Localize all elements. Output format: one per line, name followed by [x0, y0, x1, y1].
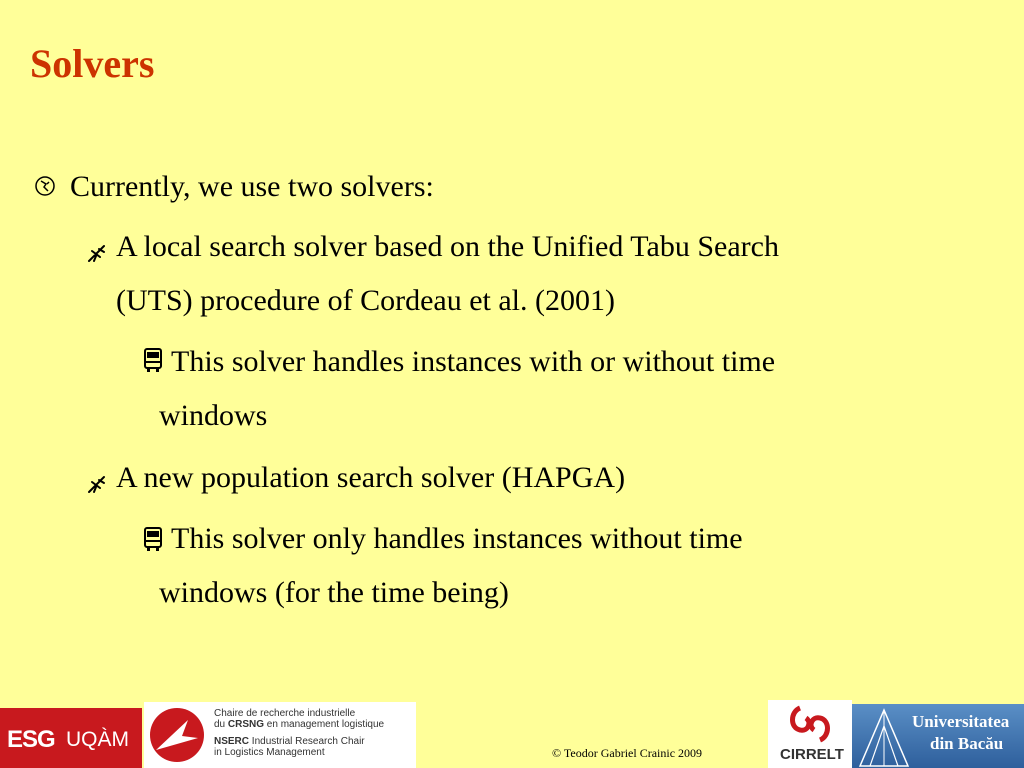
cirrelt-label: CIRRELT [780, 746, 844, 763]
slide-title: Solvers [30, 41, 155, 86]
uqam-logo-text: UQÀM [66, 728, 129, 751]
chair-line-2 [214, 719, 384, 730]
chair-line-3-suffix: Industrial Research Chair [249, 736, 365, 747]
chair-line-4: in Logistics Management [214, 747, 325, 758]
compass-icon [34, 175, 56, 197]
university-building-icon [856, 706, 912, 768]
cirrelt-emblem-icon [786, 704, 834, 744]
chair-line-3-bold: NSERC [214, 736, 250, 747]
chair-text-en [214, 736, 365, 758]
bullet-text-1: Currently, we use two solvers: [70, 170, 434, 203]
bullet-text-3b: windows [159, 399, 268, 432]
universitatea-bacau-logo [852, 704, 1024, 768]
airplane-icon [86, 474, 108, 496]
chair-line-2-bold: CRSNG [227, 719, 265, 730]
bus-icon [141, 526, 165, 552]
cirrelt-logo [768, 700, 852, 768]
chair-line-2-suffix: en management logistique [264, 719, 385, 730]
airplane-icon [86, 243, 108, 265]
chair-logo [144, 702, 416, 768]
esg-uqam-logo [0, 708, 142, 768]
chair-line-3 [214, 736, 365, 747]
bullet-text-4: A new population search solver (HAPGA) [116, 461, 626, 494]
university-name-line-2: din Bacău [930, 734, 1004, 753]
esg-logo-text: ESG [7, 726, 55, 753]
chair-line-1: Chaire de recherche industrielle [214, 708, 356, 719]
bullet-text-2a: A local search solver based on the Unified Tabu Search [116, 230, 779, 263]
bullet-text-5b: windows (for the time being) [159, 576, 509, 609]
bullet-text-5a: This solver only handles instances without time [171, 522, 743, 555]
chair-line-2-prefix: du [214, 719, 228, 730]
bullet-text-2b: (UTS) procedure of Cordeau et al. (2001) [116, 284, 615, 317]
bullet-text-3a: This solver handles instances with or without time [171, 345, 776, 378]
chair-emblem-icon [148, 706, 206, 764]
university-name-line-1: Universitatea [912, 712, 1010, 731]
chair-text-fr [214, 708, 384, 730]
bus-icon [141, 347, 165, 373]
copyright-text: © Teodor Gabriel Crainic 2009 [552, 746, 703, 760]
